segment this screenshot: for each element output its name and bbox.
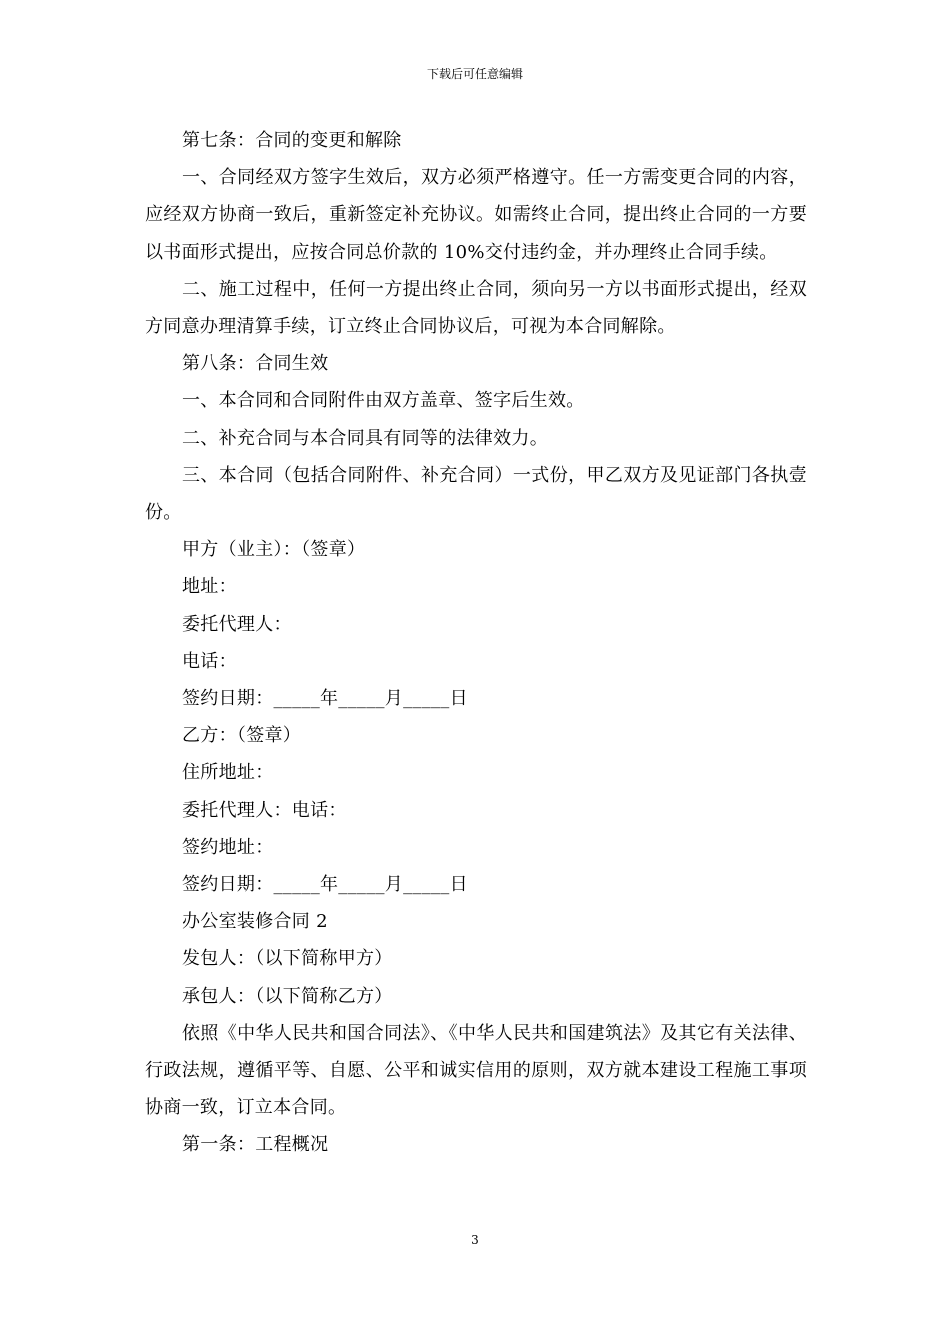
- page-header: 下载后可任意编辑: [426, 67, 523, 81]
- paragraph-effective-1: 一、本合同和合同附件由双方盖章、签字后生效。: [182, 390, 585, 412]
- paragraph-preamble: 依照《中华人民共和国合同法》、《中华人民共和国建筑法》及其它有关法律、行政法规，遵循平等、自愿、公平和诚实信用的原则，双方就本建设工程施工事项协商一致，订立本合同。: [145, 1022, 807, 1119]
- page-number: 3: [471, 1233, 479, 1247]
- party-a-address: 地址：: [182, 576, 237, 598]
- section-heading-article-7: 第七条：合同的变更和解除: [182, 130, 402, 151]
- party-a-phone: 电话：: [182, 650, 237, 672]
- party-b-agent-phone: 委托代理人：电话：: [182, 799, 347, 821]
- party-a-agent: 委托代理人：: [182, 613, 292, 635]
- document-body: [145, 122, 807, 1164]
- document-title-contract-2: 办公室装修合同 2: [182, 911, 328, 933]
- section-heading-article-1: 第一条：工程概况: [182, 1134, 329, 1156]
- paragraph-effective-2: 二、补充合同与本合同具有同等的法律效力。: [182, 427, 548, 449]
- party-b-sign-date: 签约日期：_____年_____月_____日: [182, 874, 468, 896]
- party-b-address: 住所地址：: [182, 762, 274, 784]
- party-b-signature: 乙方：（签章）: [182, 725, 302, 747]
- sign-location: 签约地址：: [182, 836, 274, 858]
- paragraph-contract-termination: 二、施工过程中，任何一方提出终止合同，须向另一方以书面形式提出，经双方同意办理清算手续，订立终止合同协议后，可视为本合同解除。: [145, 278, 807, 338]
- paragraph-effective-3: 三、本合同（包括合同附件、补充合同）一式份，甲乙双方及见证部门各执壹份。: [145, 464, 807, 524]
- employer-line: 发包人：（以下简称甲方）: [182, 948, 393, 970]
- party-a-signature: 甲方（业主）：（签章）: [182, 539, 366, 561]
- contractor-line: 承包人：（以下简称乙方）: [182, 985, 393, 1007]
- paragraph-contract-change: 一、合同经双方签字生效后，双方必须严格遵守。任一方需变更合同的内容，应经双方协商一致后，重新签定补充协议。如需终止合同，提出终止合同的一方要以书面形式提出，应按合同总价款的 10%交付违约金，并办理终止合同手续。: [145, 167, 807, 263]
- section-heading-article-8: 第八条：合同生效: [182, 353, 329, 375]
- party-a-sign-date: 签约日期：_____年_____月_____日: [182, 688, 468, 710]
